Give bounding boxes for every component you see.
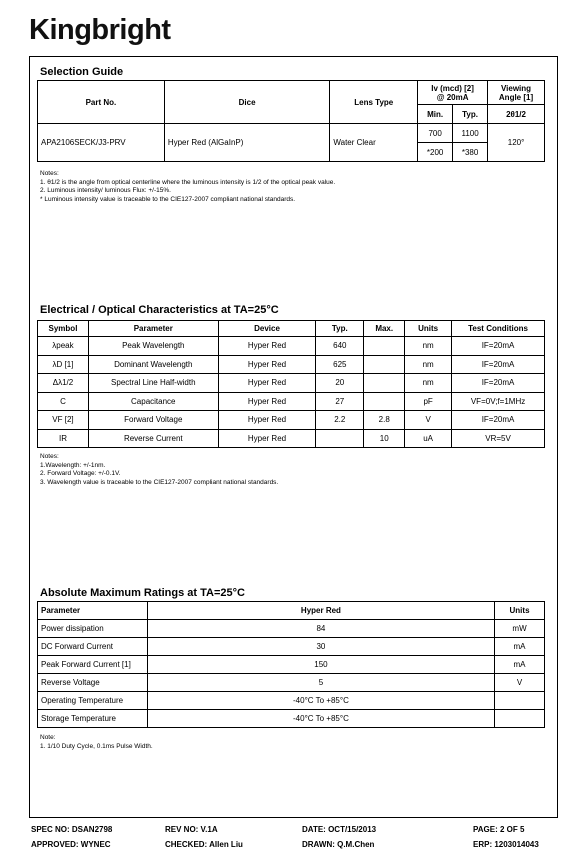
cell-typ-2: *380 bbox=[453, 143, 488, 162]
table-row bbox=[38, 429, 545, 448]
table-row bbox=[38, 638, 545, 656]
cell-units: mW bbox=[495, 620, 545, 638]
header-typ: Typ. bbox=[453, 105, 488, 124]
cell-max: 2.8 bbox=[364, 411, 405, 430]
cell-symbol: λD [1] bbox=[38, 355, 89, 374]
cell-units: nm bbox=[405, 355, 452, 374]
cell-typ: 625 bbox=[316, 355, 364, 374]
selection-notes bbox=[40, 170, 335, 204]
table-row bbox=[38, 620, 545, 638]
cell-hyper-red: -40°C To +85°C bbox=[147, 710, 494, 728]
cell-parameter: Operating Temperature bbox=[38, 692, 148, 710]
cell-typ: 27 bbox=[316, 392, 364, 411]
cell-typ: 2.2 bbox=[316, 411, 364, 430]
header-iv-label: Iv (mcd) [2] bbox=[431, 83, 474, 93]
cell-hyper-red: 84 bbox=[147, 620, 494, 638]
cell-typ: 640 bbox=[316, 337, 364, 356]
header-lens-type: Lens Type bbox=[330, 81, 418, 124]
cell-units: uA bbox=[405, 429, 452, 448]
table-row bbox=[38, 337, 545, 356]
cell-part-no: APA2106SECK/J3-PRV bbox=[38, 124, 165, 162]
absolute-notes bbox=[40, 734, 153, 751]
cell-typ-1: 1100 bbox=[453, 124, 488, 143]
cell-device: Hyper Red bbox=[218, 337, 316, 356]
header-typ: Typ. bbox=[316, 321, 364, 337]
cell-test-conditions: IF=20mA bbox=[452, 374, 545, 393]
note-line: Note: bbox=[40, 734, 56, 741]
cell-test-conditions: VF=0V;f=1MHz bbox=[452, 392, 545, 411]
cell-device: Hyper Red bbox=[218, 374, 316, 393]
header-test-conditions: Test Conditions bbox=[452, 321, 545, 337]
selection-guide-title: Selection Guide bbox=[40, 66, 124, 78]
cell-device: Hyper Red bbox=[218, 392, 316, 411]
table-row bbox=[38, 710, 545, 728]
note-line: Notes: bbox=[40, 453, 59, 460]
cell-max bbox=[364, 374, 405, 393]
cell-typ bbox=[316, 429, 364, 448]
cell-parameter: Storage Temperature bbox=[38, 710, 148, 728]
date: DATE: OCT/15/2013 bbox=[302, 825, 377, 834]
cell-units: nm bbox=[405, 374, 452, 393]
cell-units bbox=[495, 710, 545, 728]
cell-min-2: *200 bbox=[418, 143, 453, 162]
table-row bbox=[38, 674, 545, 692]
note-line: Notes: bbox=[40, 170, 59, 177]
note-line: 1.Wavelength: +/-1nm. bbox=[40, 461, 106, 469]
cell-units bbox=[495, 692, 545, 710]
header-part-no: Part No. bbox=[38, 81, 165, 124]
header-units: Units bbox=[495, 602, 545, 620]
note-line: 2. Luminous intensity/ luminous Flux: +/-15%. bbox=[40, 187, 171, 194]
cell-parameter: Power dissipation bbox=[38, 620, 148, 638]
cell-test-conditions: IF=20mA bbox=[452, 337, 545, 356]
cell-dice: Hyper Red (AlGaInP) bbox=[164, 124, 330, 162]
cell-units: V bbox=[495, 674, 545, 692]
header-symbol: Symbol bbox=[38, 321, 89, 337]
brand-logo: Kingbright bbox=[29, 14, 171, 46]
table-row bbox=[38, 392, 545, 411]
cell-parameter: DC Forward Current bbox=[38, 638, 148, 656]
header-parameter: Parameter bbox=[38, 602, 148, 620]
header-dice: Dice bbox=[164, 81, 330, 124]
header-units: Units bbox=[405, 321, 452, 337]
cell-max: 10 bbox=[364, 429, 405, 448]
cell-device: Hyper Red bbox=[218, 411, 316, 430]
cell-test-conditions: IF=20mA bbox=[452, 355, 545, 374]
table-row bbox=[38, 656, 545, 674]
cell-symbol: IR bbox=[38, 429, 89, 448]
cell-parameter: Forward Voltage bbox=[88, 411, 218, 430]
cell-device: Hyper Red bbox=[218, 355, 316, 374]
selection-guide-table bbox=[37, 80, 545, 162]
cell-units: mA bbox=[495, 638, 545, 656]
cell-symbol: Δλ1/2 bbox=[38, 374, 89, 393]
cell-max bbox=[364, 392, 405, 411]
header-theta: 2θ1/2 bbox=[488, 105, 545, 124]
cell-units: nm bbox=[405, 337, 452, 356]
header-device: Device bbox=[218, 321, 316, 337]
cell-parameter: Reverse Voltage bbox=[38, 674, 148, 692]
cell-parameter: Dominant Wavelength bbox=[88, 355, 218, 374]
header-angle-sub: Angle [1] bbox=[498, 92, 534, 102]
header-angle-label: Viewing bbox=[500, 83, 532, 93]
drawn-by: DRAWN: Q.M.Chen bbox=[302, 840, 375, 849]
cell-test-conditions: IF=20mA bbox=[452, 411, 545, 430]
electrical-notes bbox=[40, 453, 278, 487]
cell-lens: Water Clear bbox=[330, 124, 418, 162]
electrical-title: Electrical / Optical Characteristics at TA=25°C bbox=[40, 304, 279, 316]
cell-hyper-red: 5 bbox=[147, 674, 494, 692]
cell-parameter: Spectral Line Half-width bbox=[88, 374, 218, 393]
cell-hyper-red: 30 bbox=[147, 638, 494, 656]
cell-typ: 20 bbox=[316, 374, 364, 393]
header-iv-sub: @ 20mA bbox=[436, 92, 469, 102]
approved-by: APPROVED: WYNEC bbox=[31, 840, 111, 849]
erp-no: ERP: 1203014043 bbox=[473, 840, 539, 849]
table-row bbox=[38, 411, 545, 430]
cell-symbol: C bbox=[38, 392, 89, 411]
page-number: PAGE: 2 OF 5 bbox=[473, 825, 525, 834]
cell-parameter: Peak Wavelength bbox=[88, 337, 218, 356]
spec-no: SPEC NO: DSAN2798 bbox=[31, 825, 113, 834]
header-max: Max. bbox=[364, 321, 405, 337]
cell-symbol: VF [2] bbox=[38, 411, 89, 430]
header-iv bbox=[418, 81, 488, 105]
note-line: 1. θ1/2 is the angle from optical centerline where the luminous intensity is 1/2 of the optical peak value. bbox=[40, 178, 336, 186]
absolute-title: Absolute Maximum Ratings at TA=25°C bbox=[40, 587, 245, 599]
table-row bbox=[38, 692, 545, 710]
cell-parameter: Capacitance bbox=[88, 392, 218, 411]
cell-units: pF bbox=[405, 392, 452, 411]
cell-hyper-red: 150 bbox=[147, 656, 494, 674]
checked-by: CHECKED: Allen Liu bbox=[165, 840, 243, 849]
cell-test-conditions: VR=5V bbox=[452, 429, 545, 448]
table-row bbox=[38, 355, 545, 374]
cell-max bbox=[364, 355, 405, 374]
cell-parameter: Reverse Current bbox=[88, 429, 218, 448]
cell-units: V bbox=[405, 411, 452, 430]
cell-angle: 120° bbox=[488, 124, 545, 162]
absolute-ratings-table bbox=[37, 601, 545, 728]
cell-parameter: Peak Forward Current [1] bbox=[38, 656, 148, 674]
table-row bbox=[38, 374, 545, 393]
note-line: 2. Forward Voltage: +/-0.1V. bbox=[40, 470, 121, 477]
cell-min-1: 700 bbox=[418, 124, 453, 143]
note-line: 1. 1/10 Duty Cycle, 0.1ms Pulse Width. bbox=[40, 742, 153, 750]
note-line: 3. Wavelength value is traceable to the CIE127-2007 compliant national standards. bbox=[40, 478, 279, 486]
cell-max bbox=[364, 337, 405, 356]
header-hyper-red: Hyper Red bbox=[147, 602, 494, 620]
rev-no: REV NO: V.1A bbox=[165, 825, 218, 834]
electrical-table bbox=[37, 320, 545, 448]
header-viewing-angle bbox=[488, 81, 545, 105]
cell-units: mA bbox=[495, 656, 545, 674]
header-min: Min. bbox=[418, 105, 453, 124]
header-parameter: Parameter bbox=[88, 321, 218, 337]
note-line: * Luminous intensity value is traceable to the CIE127-2007 compliant national standards. bbox=[40, 195, 296, 203]
cell-device: Hyper Red bbox=[218, 429, 316, 448]
cell-hyper-red: -40°C To +85°C bbox=[147, 692, 494, 710]
cell-symbol: λpeak bbox=[38, 337, 89, 356]
